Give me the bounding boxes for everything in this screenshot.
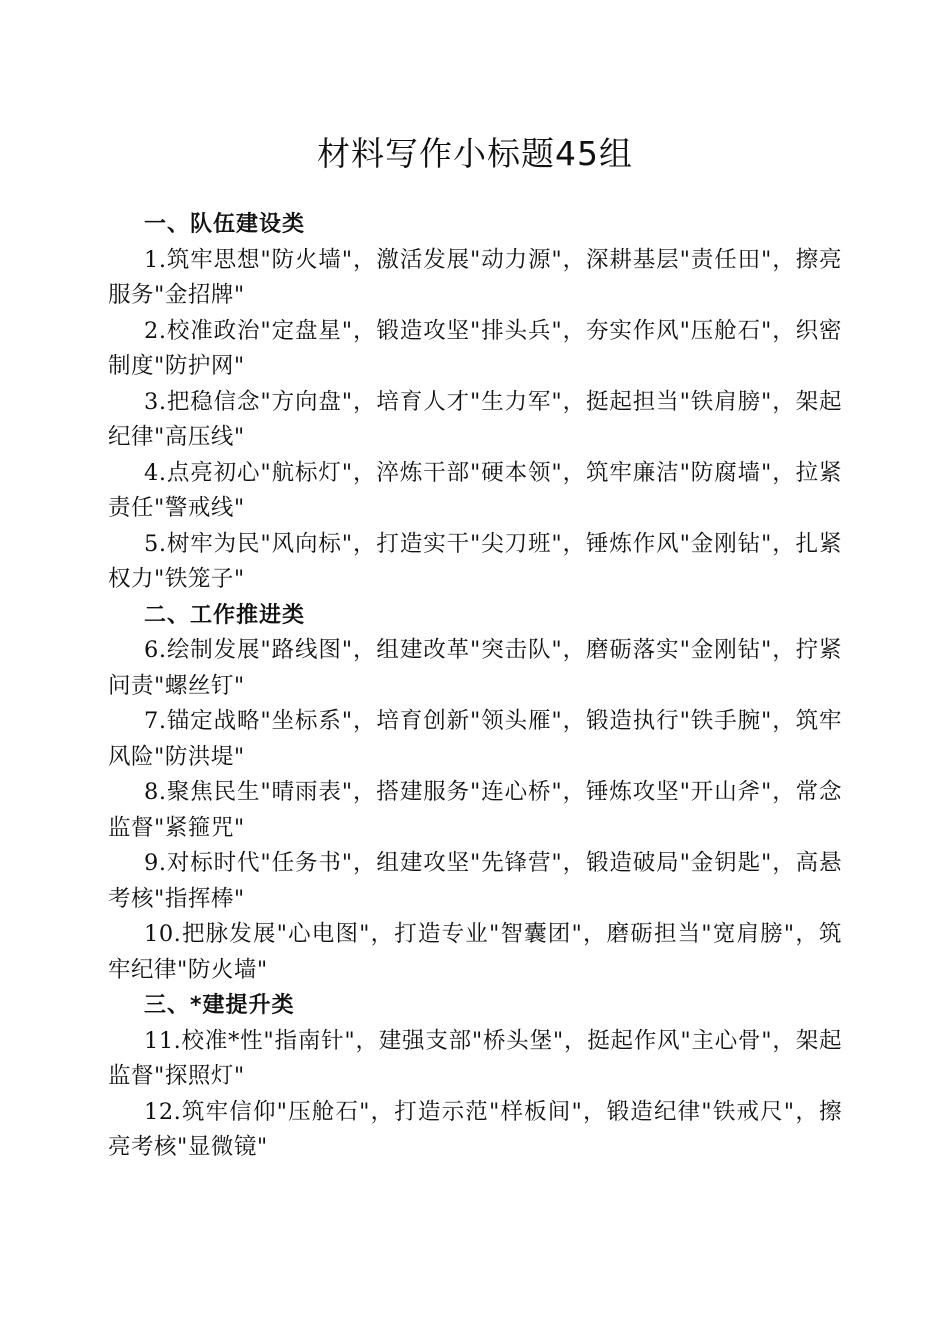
list-item: 10.把脉发展"心电图"，打造专业"智囊团"，磨砺担当"宽肩膀"，筑牢纪律"防火墙"	[108, 921, 842, 983]
list-item: 5.树牢为民"风向标"，打造实干"尖刀班"，锤炼作风"金刚钻"，扎紧权力"铁笼子"	[108, 530, 842, 592]
list-item: 12.筑牢信仰"压舱石"，打造示范"样板间"，锻造纪律"铁戒尺"，擦亮考核"显微镜"	[108, 1098, 842, 1160]
document-body	[108, 207, 842, 1166]
list-item: 3.把稳信念"方向盘"，培育人才"生力军"，挺起担当"铁肩膀"，架起纪律"高压线"	[108, 388, 842, 450]
document-title: 材料写作小标题45组	[317, 134, 633, 173]
section-heading: 一、队伍建设类	[144, 212, 306, 237]
list-item: 9.对标时代"任务书"，组建攻坚"先锋营"，锻造破局"金钥匙"，高悬考核"指挥棒"	[108, 850, 842, 912]
list-item: 1.筑牢思想"防火墙"，激活发展"动力源"，深耕基层"责任田"，擦亮服务"金招牌"	[108, 246, 842, 308]
list-item: 4.点亮初心"航标灯"，淬炼干部"硬本领"，筑牢廉洁"防腐墙"，拉紧责任"警戒线"	[108, 459, 842, 521]
list-item: 8.聚焦民生"晴雨表"，搭建服务"连心桥"，锤炼攻坚"开山斧"，常念监督"紧箍咒"	[108, 779, 842, 841]
list-item: 6.绘制发展"路线图"，组建改革"突击队"，磨砺落实"金刚钻"，拧紧问责"螺丝钉"	[108, 637, 842, 699]
list-item: 2.校准政治"定盘星"，锻造攻坚"排头兵"，夯实作风"压舱石"，织密制度"防护网"	[108, 317, 842, 379]
list-item: 11.校准*性"指南针"，建强支部"桥头堡"，挺起作风"主心骨"，架起监督"探照灯"	[108, 1027, 842, 1089]
list-item: 7.锚定战略"坐标系"，培育创新"领头雁"，锻造执行"铁手腕"，筑牢风险"防洪堤"	[108, 708, 842, 770]
section-heading: 三、*建提升类	[144, 993, 295, 1018]
section-heading: 二、工作推进类	[144, 602, 306, 628]
